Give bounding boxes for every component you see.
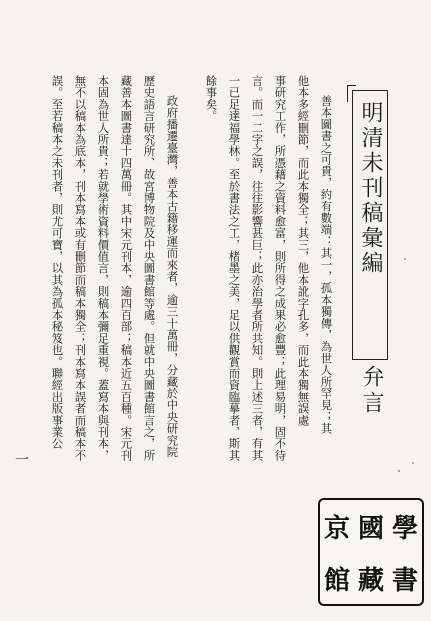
scan-speck: [398, 470, 400, 472]
text-column-3: 事研究工作，所憑藉之資料愈富，則所得之成果必愈豐；此理易明，固不待: [273, 75, 288, 462]
text-column-9: 藏善本圖書達十四萬冊。其中宋元刊本，逾四百部；稿本近五百種。宋元刊: [119, 75, 134, 462]
scan-speck: [412, 462, 414, 464]
seal-char: 藏: [357, 565, 384, 596]
seal-char: 京: [323, 513, 350, 544]
text-column-7: 政府播遷臺灣，善本古籍移運而來者，逾三十萬冊，分藏於中央研究院: [165, 95, 180, 458]
text-column-11: 無不以稿本為底本，刊本寫本或有刪節而稿本獨全；刊本寫本誤者而稿本不: [73, 75, 88, 462]
text-column-2: 他本多經刪節，而此本獨全；其三，他本訛字孔多，而此本獨無誤處: [296, 75, 311, 426]
text-column-12: 誤。至若稿本之未刊者，則尤可寶，以其為孤本秘笈也。聯經出版事業公: [50, 75, 65, 450]
text-column-4: 言。而一二字之誤，往往影響甚巨；此亦治學者所共知。則上述三者，有其: [250, 75, 265, 462]
scan-speck: [404, 258, 406, 260]
seal-char: 學: [391, 513, 418, 544]
title-suffix: 弁言: [359, 365, 384, 417]
seal-char: 館: [323, 565, 350, 596]
page-title: 明清未刊稿彙編: [358, 101, 383, 276]
title-box: [352, 90, 388, 360]
text-column-8: 歷史語言研究所、故宮博物院及中央圖書館等處。但就中央圖書館言之，所: [142, 75, 157, 462]
page-number: 一: [13, 452, 29, 466]
collection-seal: [318, 498, 424, 606]
seal-char: 國: [357, 513, 384, 544]
text-column-10: 本固為世人所貴；若就學術資料價值言，則稿本彌足重視。蓋寫本與刊本，: [96, 75, 111, 462]
seal-char: 書: [391, 565, 418, 596]
text-column-1: 善本圖書之可貴，約有數端：其一，孤本獨傳，為世人所罕見；其: [319, 95, 334, 435]
text-column-6: 餘事矣。: [204, 75, 219, 122]
text-column-5: 一已足達福學林。至於書法之工，楮墨之美，足以供觀賞而資臨摹者，斯其: [227, 75, 242, 462]
